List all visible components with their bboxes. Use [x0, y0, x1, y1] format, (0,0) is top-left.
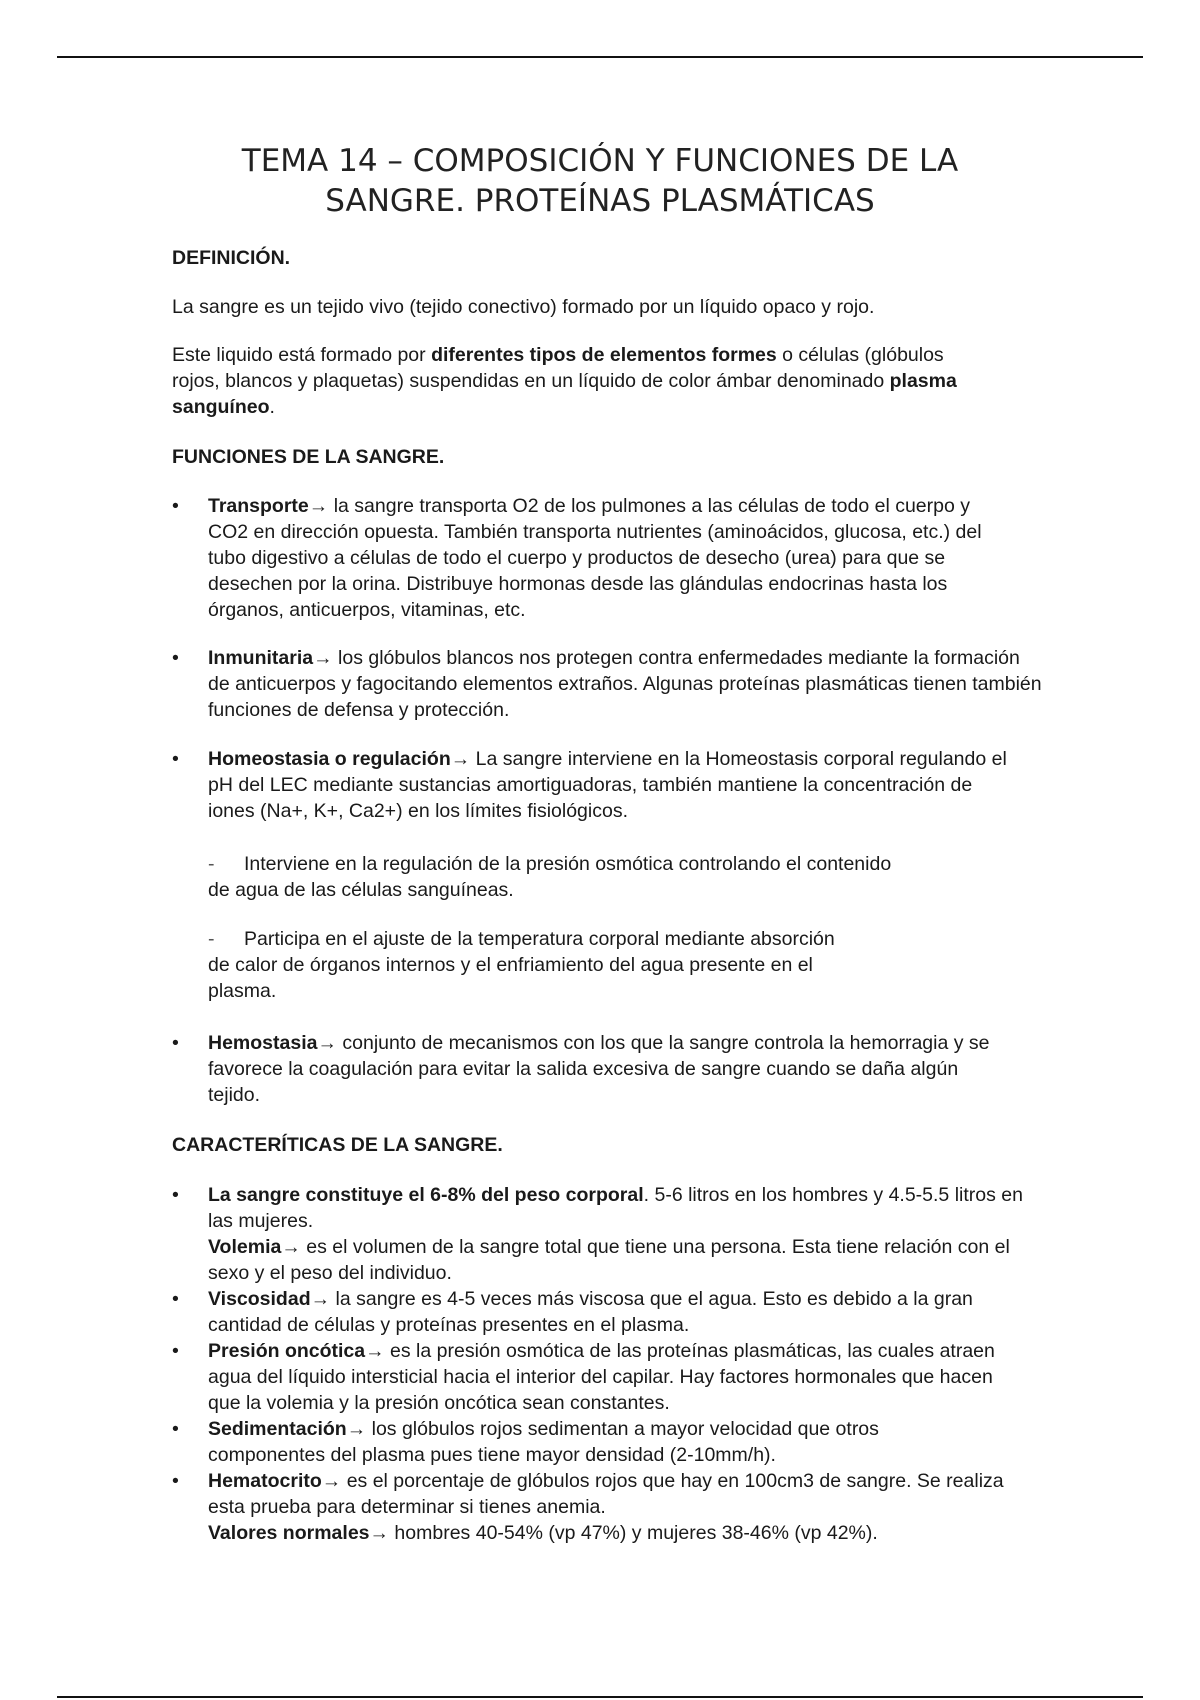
- arrow-icon: →: [317, 1032, 337, 1054]
- title-line-1: TEMA 14 – COMPOSICIÓN Y FUNCIONES DE LA: [241, 143, 959, 179]
- dash-marker: -: [208, 853, 215, 875]
- arrow-icon: →: [310, 1288, 331, 1310]
- arrow-icon: →: [308, 495, 329, 517]
- bullet: •: [172, 1470, 179, 1492]
- page-title: [130, 141, 1070, 221]
- header-rule: [57, 56, 1143, 58]
- arrow-icon: →: [365, 1340, 385, 1362]
- arrow-icon: →: [450, 748, 471, 770]
- bullet: •: [172, 1032, 179, 1054]
- caracteristicas-heading: CARACTERÍTICAS DE LA SANGRE.: [172, 1134, 503, 1156]
- funciones-heading: FUNCIONES DE LA SANGRE.: [172, 446, 445, 468]
- sub-item-temperatura: - Participa en el ajuste de la temperatura corporal mediante absorción de calor de órganos internos y el enfriamiento del agua presente en el plasma.: [208, 928, 835, 1002]
- arrow-icon: →: [346, 1418, 367, 1440]
- dash-marker: -: [208, 928, 215, 950]
- arrow-icon: →: [281, 1236, 301, 1258]
- title-line-2: SANGRE. PROTEÍNAS PLASMÁTICAS: [325, 183, 875, 219]
- footer-rule: [57, 1696, 1143, 1698]
- arrow-icon: →: [369, 1522, 390, 1544]
- definicion-heading: DEFINICIÓN.: [172, 247, 291, 269]
- arrow-icon: →: [313, 647, 333, 669]
- arrow-icon: →: [321, 1470, 342, 1492]
- definicion-paragraph-2: Este liquido está formado por diferentes tipos de elementos formes o células (glóbulos rojos, blancos y plaquetas) suspendidas en un líquido de color ámbar denominado plasma sanguíneo.: [172, 344, 957, 418]
- bullet: •: [172, 1288, 179, 1310]
- bullet: •: [172, 647, 179, 669]
- bullet: •: [172, 748, 179, 770]
- bullet: •: [172, 1418, 179, 1440]
- definicion-paragraph-1: La sangre es un tejido vivo (tejido conectivo) formado por un líquido opaco y rojo.: [172, 296, 875, 318]
- bullet: •: [172, 1184, 179, 1206]
- bullet: •: [172, 1340, 179, 1362]
- sub-item-presion-osmotica: - Interviene en la regulación de la presión osmótica controlando el contenido de agua de las células sanguíneas.: [208, 853, 892, 901]
- bullet: •: [172, 495, 179, 517]
